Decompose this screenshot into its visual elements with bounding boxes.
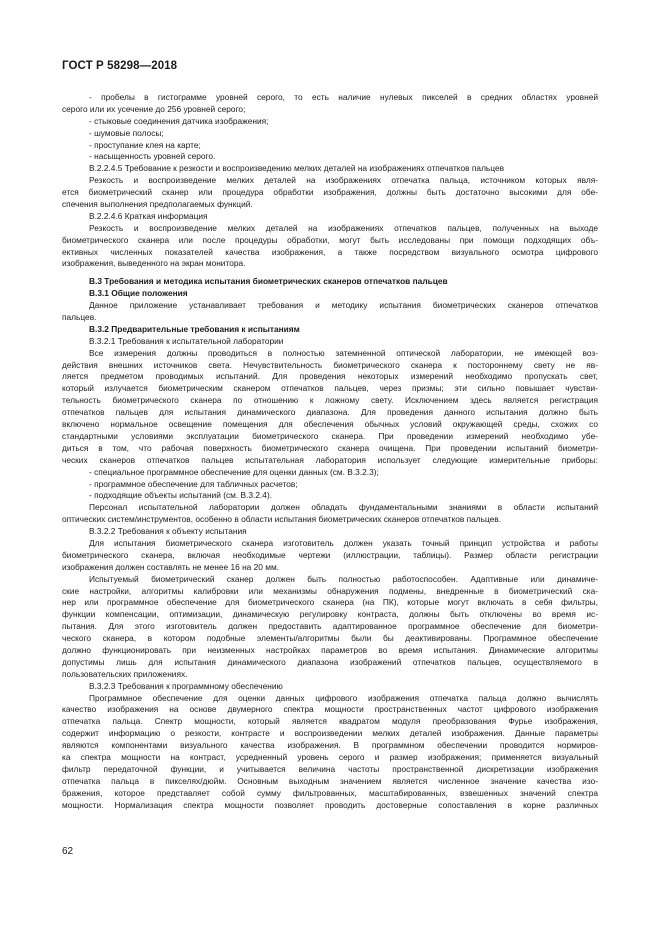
standard-header: ГОСТ Р 58298—2018 xyxy=(62,60,178,72)
text-line: - стыковые соединения датчика изображения; xyxy=(89,115,269,126)
text-line: функции компенсации, оптимизации, динамическую регулировку контраста, должны быть отключены во время ис- xyxy=(62,609,598,620)
text-line: Для испытания биометрического сканера изготовитель должен указать точный принцип устройства и работы xyxy=(89,537,598,548)
text-line: - специальное программное обеспечение для оценки данных (см. В.3.2.3); xyxy=(89,466,379,477)
text-line: - насыщенность уровней серого. xyxy=(89,151,216,162)
text-line: пальцев. xyxy=(62,312,97,323)
text-line: изображения, выведенного на экран монитора. xyxy=(62,258,246,269)
text-line: ческих сканеров отпечатков пальцев испытательная лаборатория использует следующие измерительные приборы: xyxy=(62,454,598,465)
text-line: - проступание клея на карте; xyxy=(89,139,201,150)
text-line: фильтр передаточной функции, и учитывается величина частоты пространственной дискретизации изображения xyxy=(62,763,598,774)
text-line: ется биометрический сканер или процедура обработки изображения, должны быть достаточно высокими для обе- xyxy=(62,187,598,198)
text-line: Программное обеспечение для оценки данных цифрового изображения отпечатка пальца должно вычислять xyxy=(89,692,598,703)
text-line: оптических систем/инструментов, особенно в области испытания биометрических сканеров отпечатков пальцев. xyxy=(62,514,502,525)
text-line: - программное обеспечение для табличных расчетов; xyxy=(89,478,298,489)
section-heading: В.3.1 Общие положения xyxy=(89,288,188,299)
text-line: бражения, которое представляет собой сумму фильтрованных, масштабированных, взвешенных значений спектра xyxy=(62,787,598,798)
text-line: - подходящие объекты испытаний (см. В.3.2.4). xyxy=(89,490,273,501)
text-line: Испытуемый биометрический сканер должен быть полностью работоспособен. Адаптивные или динамиче- xyxy=(89,573,598,584)
text-line: тельность биометрического сканера по отношению к ложному свету. Исключением здесь является регистрация xyxy=(62,395,598,406)
text-line: ка спектра мощности на контраст, усредненный уровень серого и размер изображения; применяется визуальный xyxy=(62,751,598,762)
text-line: пытания. Для этого изготовитель должен предоставить адаптированное программное обеспечение для биометри- xyxy=(62,621,598,632)
text-line: В.2.2.4.5 Требование к резкости и воспроизведению мелких деталей на изображениях отпечатков пальцев xyxy=(89,163,505,174)
text-line: мощности. Нормализация спектра мощности позволяет проводить достоверные сопоставления в корне различных xyxy=(62,799,598,810)
text-line: допустимы лишь для испытания динамического диапазона изображений отпечатков пальцев, осуществляемого в xyxy=(62,656,598,667)
text-line: качество изображения на основе двумерного спектра мощности пространственных частот цифрового изображения xyxy=(62,704,598,715)
text-line: биометрического сканера, включая необходимые чертежи (иллюстрации, таблицы). Размер области регистрации xyxy=(62,549,598,560)
section-heading: В.3 Требования и методика испытания биометрических сканеров отпечатков пальцев xyxy=(89,276,448,287)
text-line: являются компонентами визуального качества изображения. В программном обеспечении проводится нормиров- xyxy=(62,740,598,751)
text-line: серого или их усечение до 256 уровней серого; xyxy=(62,103,246,114)
text-line: изображения должен составлять не менее 16 на 20 мм. xyxy=(62,561,280,572)
text-line: Персонал испытательной лаборатории должен обладать фундаментальными знаниями в области испытаний xyxy=(89,502,598,513)
text-line: В.3.2.1 Требования к испытательной лаборатории xyxy=(89,335,284,346)
text-line: Все измерения должны проводиться в полностью затемненной оптической лаборатории, не имеющей воз- xyxy=(89,347,598,358)
text-line: нер или программное обеспечение для биометрического сканера (на ПК), которые могут включать в себя фильтры, xyxy=(62,597,598,608)
text-line: ляется предметом проводимых испытаний. Для проведения некоторых измерений необходимо пропускать свет, xyxy=(62,371,598,382)
document-body xyxy=(62,92,598,811)
text-line: ские настройки, алгоритмы калибровки или механизмы обнаружения подмены, внедренные в биометрический ска- xyxy=(62,585,598,596)
text-line: - пробелы в гистограмме уровней серого, то есть наличие нулевых пикселей в средних областях уровней xyxy=(89,92,598,102)
text-line: стандартными условиями эксплуатации биометрического сканера. При проведении измерений необходимо убе- xyxy=(62,430,598,441)
text-line: спечения выполнения предполагаемых функций. xyxy=(62,199,253,210)
text-line: В.3.2.3 Требования к программному обеспечению xyxy=(89,680,283,691)
text-line: биометрического сканера или после процедуры обработки, могут быть исследованы при помощи подходящих объ- xyxy=(62,234,598,245)
text-line: Данное приложение устанавливает требования и методику испытания биометрических сканеров отпечатков xyxy=(89,300,598,311)
text-line: включено нормальное освещение помещения для обеспечения обычных условий окружающей среды, схожих со xyxy=(62,419,598,430)
text-line: В.2.2.4.6 Краткая информация xyxy=(89,210,208,221)
text-line: который излучается биометрическим сканером отпечатков пальцев, через призмы; эти сильно повышает чувстви- xyxy=(62,383,598,394)
text-line: действия внешних источников света. Нечувствительность биометрического сканера к постороннему свету не яв- xyxy=(62,359,598,370)
text-line: Резкость и воспроизведение мелких деталей на изображениях отпечатка пальца, источником которых явля- xyxy=(89,175,598,186)
text-line: отпечатка пальца в пикселях/дюйм. Основным выходным значением является численное значение качества изо- xyxy=(62,775,598,786)
text-line: должно функционировать при неизменных настройках параметров во время испытания. Динамические алгоритмы xyxy=(62,644,598,655)
section-heading: В.3.2 Предварительные требования к испытаниям xyxy=(89,323,300,334)
page-number: 62 xyxy=(62,846,74,857)
text-line: Резкость и воспроизведение мелких деталей на изображениях отпечатков пальцев, полученных на выходе xyxy=(89,222,598,233)
text-line: отпечатков пальцев для испытания динамического диапазона. Для проведения данного испытания должно быть xyxy=(62,407,598,418)
text-line: ческого сканера, в котором подобные элементы/алгоритмы были бы деактивированы. Программное обеспечение xyxy=(62,633,598,644)
text-line: пользовательских приложениях. xyxy=(62,668,188,679)
text-line: ективных численных показателей качества изображения, а также посредством визуального осмотра цифрового xyxy=(62,246,598,257)
text-line: - шумовые полосы; xyxy=(89,127,164,138)
text-line: содержит информацию о резкости, контрасте и воспроизведении мелких деталей изображения. Данные параметры xyxy=(62,728,598,739)
text-line: отпечатка пальца. Спектр мощности, который является квадратом модуля преобразования Фурье изображения, xyxy=(62,716,598,727)
text-line: диться в том, что рабочая поверхность биометрического сканера очищена. При проведении испытаний биометри- xyxy=(62,442,598,453)
text-line: В.3.2.2 Требования к объекту испытания xyxy=(89,526,247,537)
